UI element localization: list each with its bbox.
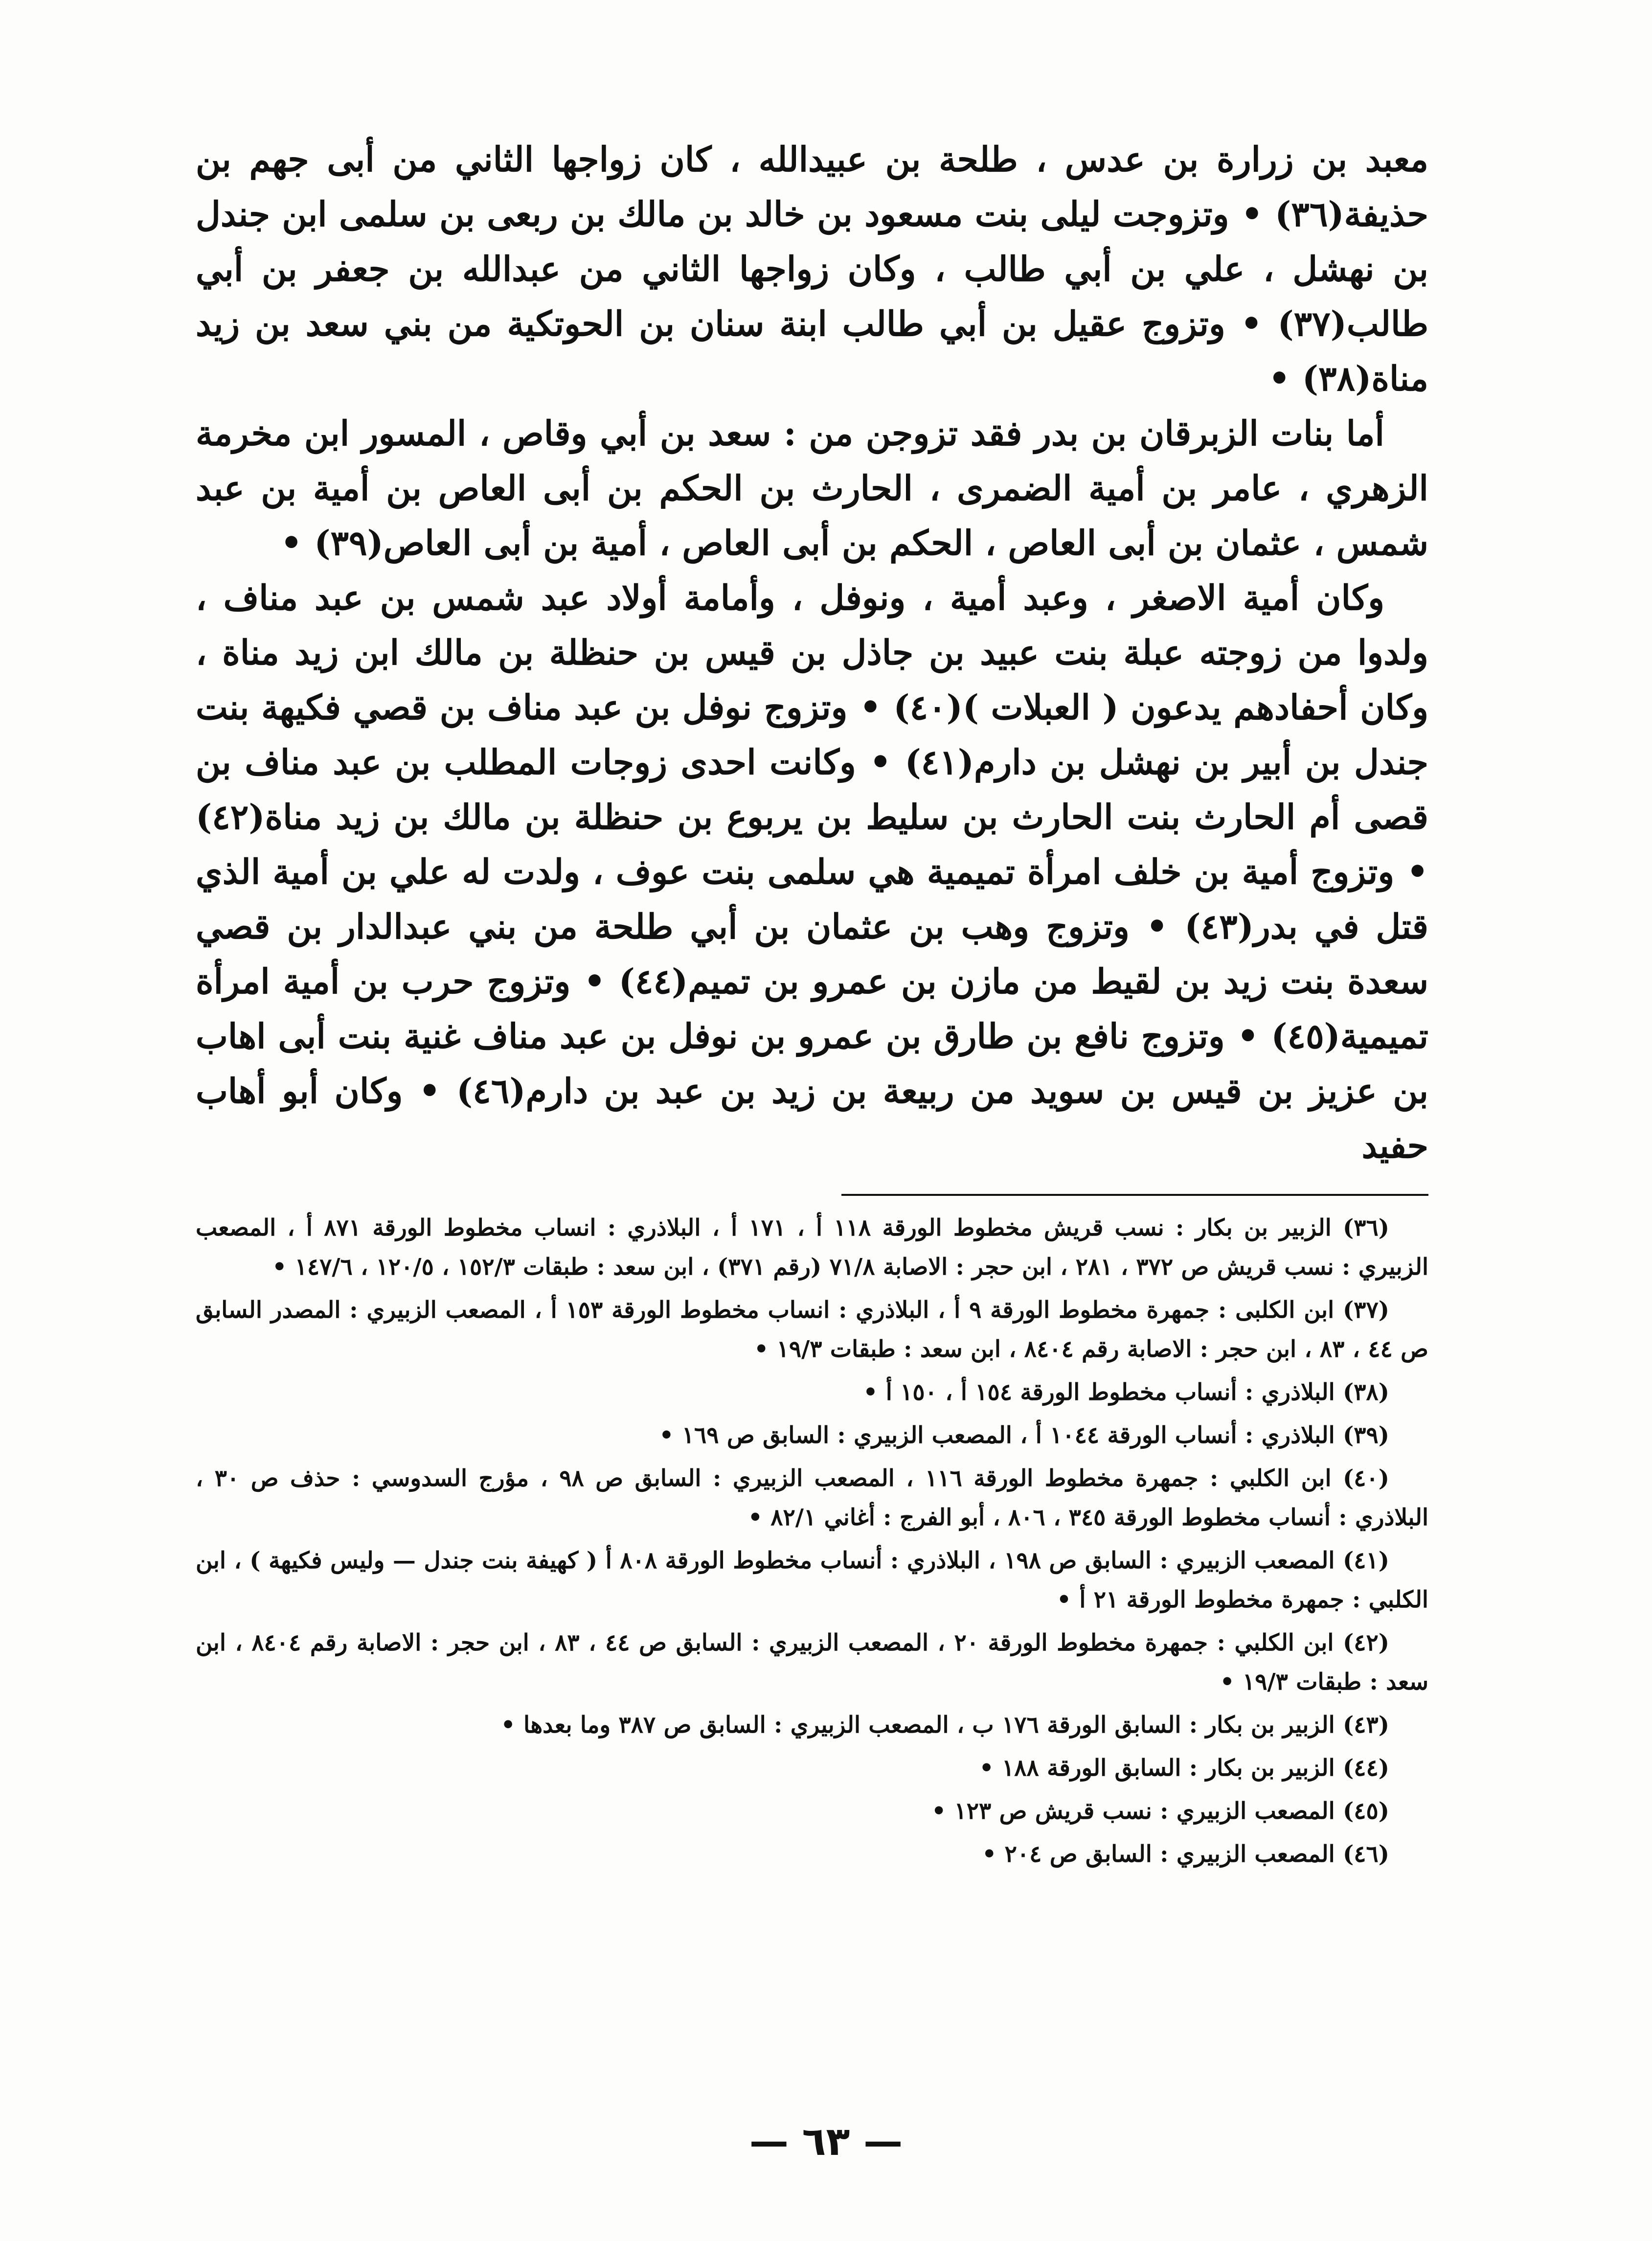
footnote-46: [196, 1835, 1428, 1874]
footnote-rest: مخطوط الورقة ٨٧١ أ ، المصعب الزبيري : نسب قريش ص ٣٧٢ ، ٢٨١ ، ابن حجر : الاصابة ٧١/٨ (رقم ٣٧١) ، ابن سعد : طبقات ١٥٢/٣ ، ١٢٠/٥ ، ١٤٧/٦ •: [196, 1214, 1428, 1281]
footnote-37: [196, 1291, 1428, 1369]
footnote-45: [196, 1792, 1428, 1831]
footnote-lead: (٤٠) ابن الكلبي : جمهرة مخطوط الورقة ١١٦ ، المصعب الزبيري : السابق ص ٩٨ ،: [540, 1465, 1389, 1492]
footnote-lead: (٤١) المصعب الزبيري : السابق ص ١٩٨ ، البلاذري : أنساب مخطوط الورقة ٨٠٨ أ ( كهيفة: [526, 1547, 1389, 1574]
footnotes: [196, 1209, 1428, 1878]
footnote-lead: (٤٦) المصعب الزبيري : السابق ص ٢٠٤ •: [982, 1841, 1389, 1868]
page-number: — ٦٣ —: [749, 2119, 903, 2164]
footnote-lead: (٣٧) ابن الكلبى : جمهرة مخطوط الورقة ٩ أ ، البلاذري : انساب مخطوط الورقة ١٥٣ أ ،: [534, 1297, 1390, 1324]
paragraph-3: وكان أمية الاصغر ، وعبد أمية ، ونوفل ، وأمامة أولاد عبد شمس بن عبد مناف ، ولدوا من زوجته عبلة بنت عبيد بن جاذل بن قيس بن حنظلة بن مالك ابن زيد مناة ، وكان أحفادهم يدعون ( العبلات )(٤٠) • وتزوج نوفل بن عبد مناف بن قصي فكيهة بنت جندل بن أبير بن نهشل بن دارم(٤١) • وكانت احدى زوجات المطلب بن عبد مناف بن قصى أم الحارث بنت الحارث بن سليط بن يربوع بن حنظلة بن مالك بن زيد مناة(٤٢) • وتزوج أمية بن خلف امرأة تميمية هي سلمى بنت عوف ، ولدت له علي بن أمية الذي قتل في بدر(٤٣) • وتزوج وهب بن عثمان بن أبي طلحة من بني عبدالدار بن قصي سعدة بنت زيد بن لقيط من مازن بن عمرو بن تميم(٤٤) • وتزوج حرب بن أمية امرأة تميمية(٤٥) • وتزوج نافع بن طارق بن عمرو بن نوفل بن عبد مناف غنية بنت أبى اهاب بن عزيز بن قيس بن سويد من ربيعة بن زيد بن عبد بن دارم(٤٦) • وكان أبو أهاب حفيد: [196, 577, 1429, 1166]
footnote-separator: [841, 1194, 1428, 1196]
footnote-41: [196, 1541, 1428, 1620]
footnote-rest: بنت جندل — وليس فكيهة ) ، ابن الكلبي : جمهرة مخطوط الورقة ٢١ أ •: [196, 1547, 1428, 1613]
footnote-lead: (٤٣) الزبير بن بكار : السابق الورقة ١٧٦ ب ، المصعب الزبيري : السابق ص ٣٨٧ وما: [580, 1712, 1389, 1738]
footnote-44: [196, 1749, 1428, 1788]
footnote-lead: (٤٤) الزبير بن بكار : السابق الورقة ١٨٨ •: [979, 1755, 1389, 1782]
footnote-rest: بعدها •: [500, 1712, 572, 1738]
footnote-lead: (٤٥) المصعب الزبيري : نسب قريش ص ١٢٣ •: [931, 1798, 1389, 1825]
footnote-rest: مؤرج السدوسي : حذف ص ٣٠ ، البلاذري : أنساب مخطوط الورقة ٣٤٥ ، ٨٠٦ ، أبو الفرج : أغاني ٨٢/١ •: [196, 1465, 1428, 1531]
footnote-36: [196, 1209, 1428, 1287]
footnote-rest: المصعب الزبيري : المصدر السابق ص ٤٤ ، ٨٣ ، ابن حجر : الاصابة رقم ٨٤٠٤ ، ابن سعد : طبقات ١٩/٣ •: [196, 1297, 1428, 1363]
footnote-rest: ابن حجر : الاصابة رقم ٨٤٠٤ ، ابن سعد : طبقات ١٩/٣ •: [196, 1629, 1428, 1695]
footnote-lead: (٤٢) ابن الكلبي : جمهرة مخطوط الورقة ٢٠ ، المصعب الزبيري : السابق ص ٤٤ ، ٨٣ ،: [538, 1629, 1389, 1656]
footnote-38: [196, 1373, 1428, 1412]
paragraph-1: معبد بن زرارة بن عدس ، طلحة بن عبيدالله ، كان زواجها الثاني من أبى جهم بن حذيفة(٣٦) • وتزوجت ليلى بنت مسعود بن خالد بن مالك بن ربعى بن سلمى ابن جندل بن نهشل ، علي بن أبي طالب ، وكان زواجها الثاني من عبدالله بن جعفر بن أبي طالب(٣٧) • وتزوج عقيل بن أبي طالب ابنة سنان بن الحوتكية من بني سعد بن زيد مناة(٣٨) •: [196, 139, 1428, 399]
paragraph-2: أما بنات الزبرقان بن بدر فقد تزوجن من : سعد بن أبي وقاص ، المسور ابن مخرمة الزهري ، عامر بن أمية الضمرى ، الحارث بن الحكم بن أبى العاص بن أمية بن عبد شمس ، عثمان بن أبى العاص ، الحكم بن أبى العاص ، أمية بن أبى العاص(٣٩) •: [196, 413, 1428, 563]
footnote-40: [196, 1459, 1428, 1537]
main-text: [196, 132, 1428, 1173]
footnote-lead: (٣٩) البلاذري : أنساب الورقة ١٠٤٤ أ ، المصعب الزبيري : السابق ص ١٦٩ •: [659, 1422, 1389, 1449]
footnote-lead: (٣٨) البلاذري : أنساب مخطوط الورقة ١٥٤ أ ، ١٥٠ أ •: [863, 1379, 1389, 1406]
footnote-43: [196, 1706, 1428, 1745]
footnote-42: [196, 1624, 1428, 1702]
footnote-39: [196, 1416, 1428, 1455]
footnote-lead: (٣٦) الزبير بن بكار : نسب قريش مخطوط الورقة ١١٨ أ ، ١٧١ أ ، البلاذري : انساب: [534, 1214, 1390, 1241]
